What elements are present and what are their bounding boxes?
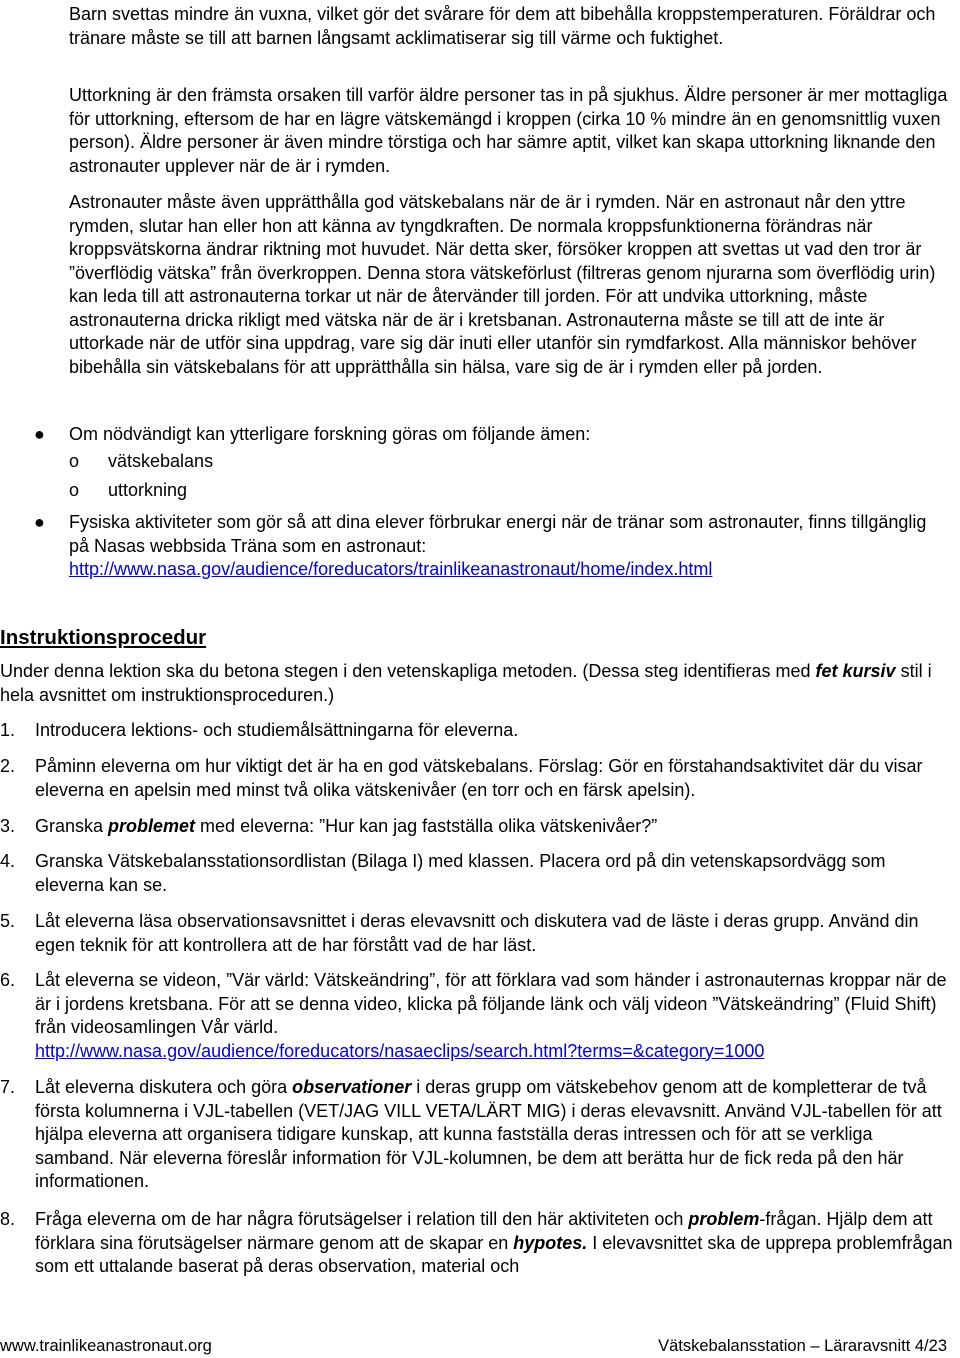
footer-page-info: Vätskebalansstation – Läraravsnitt 4/23 xyxy=(658,1337,947,1355)
paragraph-children-sweat: Barn svettas mindre än vuxna, vilket gör det svårare för dem att bibehålla kroppstemperaturen. Föräldrar och tränare måste se till att barnen långsamt acklimatiserar sig till värme och fuktighet. xyxy=(69,4,936,48)
sub-item-fluid-balance: vätskebalans xyxy=(108,451,214,471)
paragraph-astronaut-fluid-balance: Astronauter måste även upprätthålla god vätskebalans när de är i rymden. När en astronaut når den yttre rymden, slutar han eller hon att känna av tyngdkraften. De normala kroppsfunktionerna förändras när kroppsvätskorna ändrar riktning mot huvudet. När detta sker, försöker kroppen att svettas ut vad den tror är ”överflödig vätska” från överkroppen. Denna stora vätskeförlust (filtreras genom njurarna som överflödig urin) kan leda till att astronauterna torkar ut när de återvänder till jorden. För att undvika uttorkning, måste astronauterna dricka rikligt med vätska när de är i kretsbanan. Astronauterna måste se till att de inte är uttorkade när de utför sina uppdrag, vare sig där inuti eller utanför sin rymdfarkost. Alla människor behöver bibehålla sin vätskebalans för att upprätthålla sin hälsa, vare sig de är i rymden eller på jorden. xyxy=(69,192,936,377)
bold-italic-emphasis: fet kursiv xyxy=(815,661,896,681)
paragraph-elderly-dehydration: Uttorkning är den främsta orsaken till varför äldre personer tas in på sjukhus. Äldre personer är mer mottagliga för uttorkning, eftersom de har en lägre vätskemängd i kroppen (cirka 10 % mindre än en genomsnittlig vuxen person). Äldre personer är även mindre törstiga och har sämre aptit, vilket kan skapa uttorkning liknande den astronauter upplever när de är i rymden. xyxy=(69,85,948,176)
step-number: 7. xyxy=(0,1077,16,1097)
bold-italic-emphasis: problemet xyxy=(108,816,196,836)
step-number: 8. xyxy=(0,1209,16,1229)
bold-italic-emphasis: problem xyxy=(688,1209,760,1229)
footer-website: www.trainlikeanastronaut.org xyxy=(0,1337,212,1355)
step-number: 5. xyxy=(0,911,16,931)
bold-italic-emphasis: observationer xyxy=(292,1077,412,1097)
bullet-physical-activities-text: Fysiska aktiviteter som gör så att dina elever förbrukar energi när de tränar som astronauter, finns tillgänglig på Nasas webbsida Träna som en astronaut: xyxy=(69,512,927,556)
step-number: 1. xyxy=(0,720,16,740)
sub-item-dehydration: uttorkning xyxy=(108,480,188,500)
sub-bullet-icon: o xyxy=(69,451,80,471)
step-3: Granska problemet med eleverna: ”Hur kan jag fastställa olika vätskenivåer?” xyxy=(35,816,658,836)
step-5: Låt eleverna läsa observationsavsnittet i deras elevavsnitt och diskutera vad de läste i deras grupp. Använd din egen teknik för att kontrollera att de har förstått vad de har läst. xyxy=(35,911,919,955)
step-1: Introducera lektions- och studiemålsättningarna för eleverna. xyxy=(35,720,519,740)
nasa-train-like-astronaut-link[interactable]: http://www.nasa.gov/audience/foreducators/trainlikeanastronaut/home/index.html xyxy=(69,559,713,579)
step-7: Låt eleverna diskutera och göra observationer i deras grupp om vätskebehov genom att de kompletterar de två första kolumnerna i VJL-tabellen (VET/JAG VILL VETA/LÄRT MIG) i deras elevavsnitt. Använd VJL-tabellen för att hjälpa eleverna att organisera tidigare kunskap, att kunna fastställa deras intressen och för att se verkliga samband. När eleverna föreslår information för VJL-kolumnen, be dem att berätta hur de fick reda på den här informationen. xyxy=(35,1077,942,1191)
section-heading: Instruktionsprocedur xyxy=(0,626,207,649)
bullet-physical-activities xyxy=(69,511,939,582)
step-number: 6. xyxy=(0,970,16,990)
bullet-icon: ● xyxy=(34,512,45,532)
step-number: 4. xyxy=(0,851,16,871)
nasa-eclips-video-link[interactable]: http://www.nasa.gov/audience/foreducators/nasaeclips/search.html?terms=&category=1000 xyxy=(35,1040,765,1061)
bold-italic-emphasis: hypotes. xyxy=(513,1232,588,1253)
bullet-icon: ● xyxy=(34,424,45,444)
bullet-research-topics: Om nödvändigt kan ytterligare forskning göras om följande ämen: xyxy=(69,424,591,444)
section-intro: Under denna lektion ska du betona stegen i den vetenskapliga metoden. (Dessa steg identifieras med fet kursiv stil i hela avsnittet om instruktionsproceduren.) xyxy=(0,661,932,705)
sub-bullet-icon: o xyxy=(69,480,80,500)
step-number: 3. xyxy=(0,816,16,836)
step-6: Låt eleverna se videon, ”Vär värld: Vätskeändring”, för att förklara vad som händer i astronauternas kroppar när de är i jordens kretsbana. För att se denna video, klicka på följande länk och välj videon ”Vätskeändring” (Fluid Shift) från videosamlingen Vår värld. http://www.nasa.gov/audience/foreducators/nasaeclips/search.html?terms=&category=1000 xyxy=(35,970,947,1061)
step-8: Fråga eleverna om de har några förutsägelser i relation till den här aktiviteten och problem-frågan. Hjälp dem att förklara sina förutsägelser närmare genom att de skapar en hypotes. I elevavsnittet ska de upprepa problemfrågan som ett uttalande baserat på deras observation, material och xyxy=(35,1209,953,1276)
step-number: 2. xyxy=(0,756,16,776)
step-4: Granska Vätskebalansstationsordlistan (Bilaga I) med klassen. Placera ord på din vetenskapsordvägg som eleverna kan se. xyxy=(35,851,886,895)
step-2: Påminn eleverna om hur viktigt det är ha en god vätskebalans. Förslag: Gör en förstahandsaktivitet där du visar eleverna en apelsin med minst två olika vätskenivåer (en torr och en färsk apelsin). xyxy=(35,756,923,800)
